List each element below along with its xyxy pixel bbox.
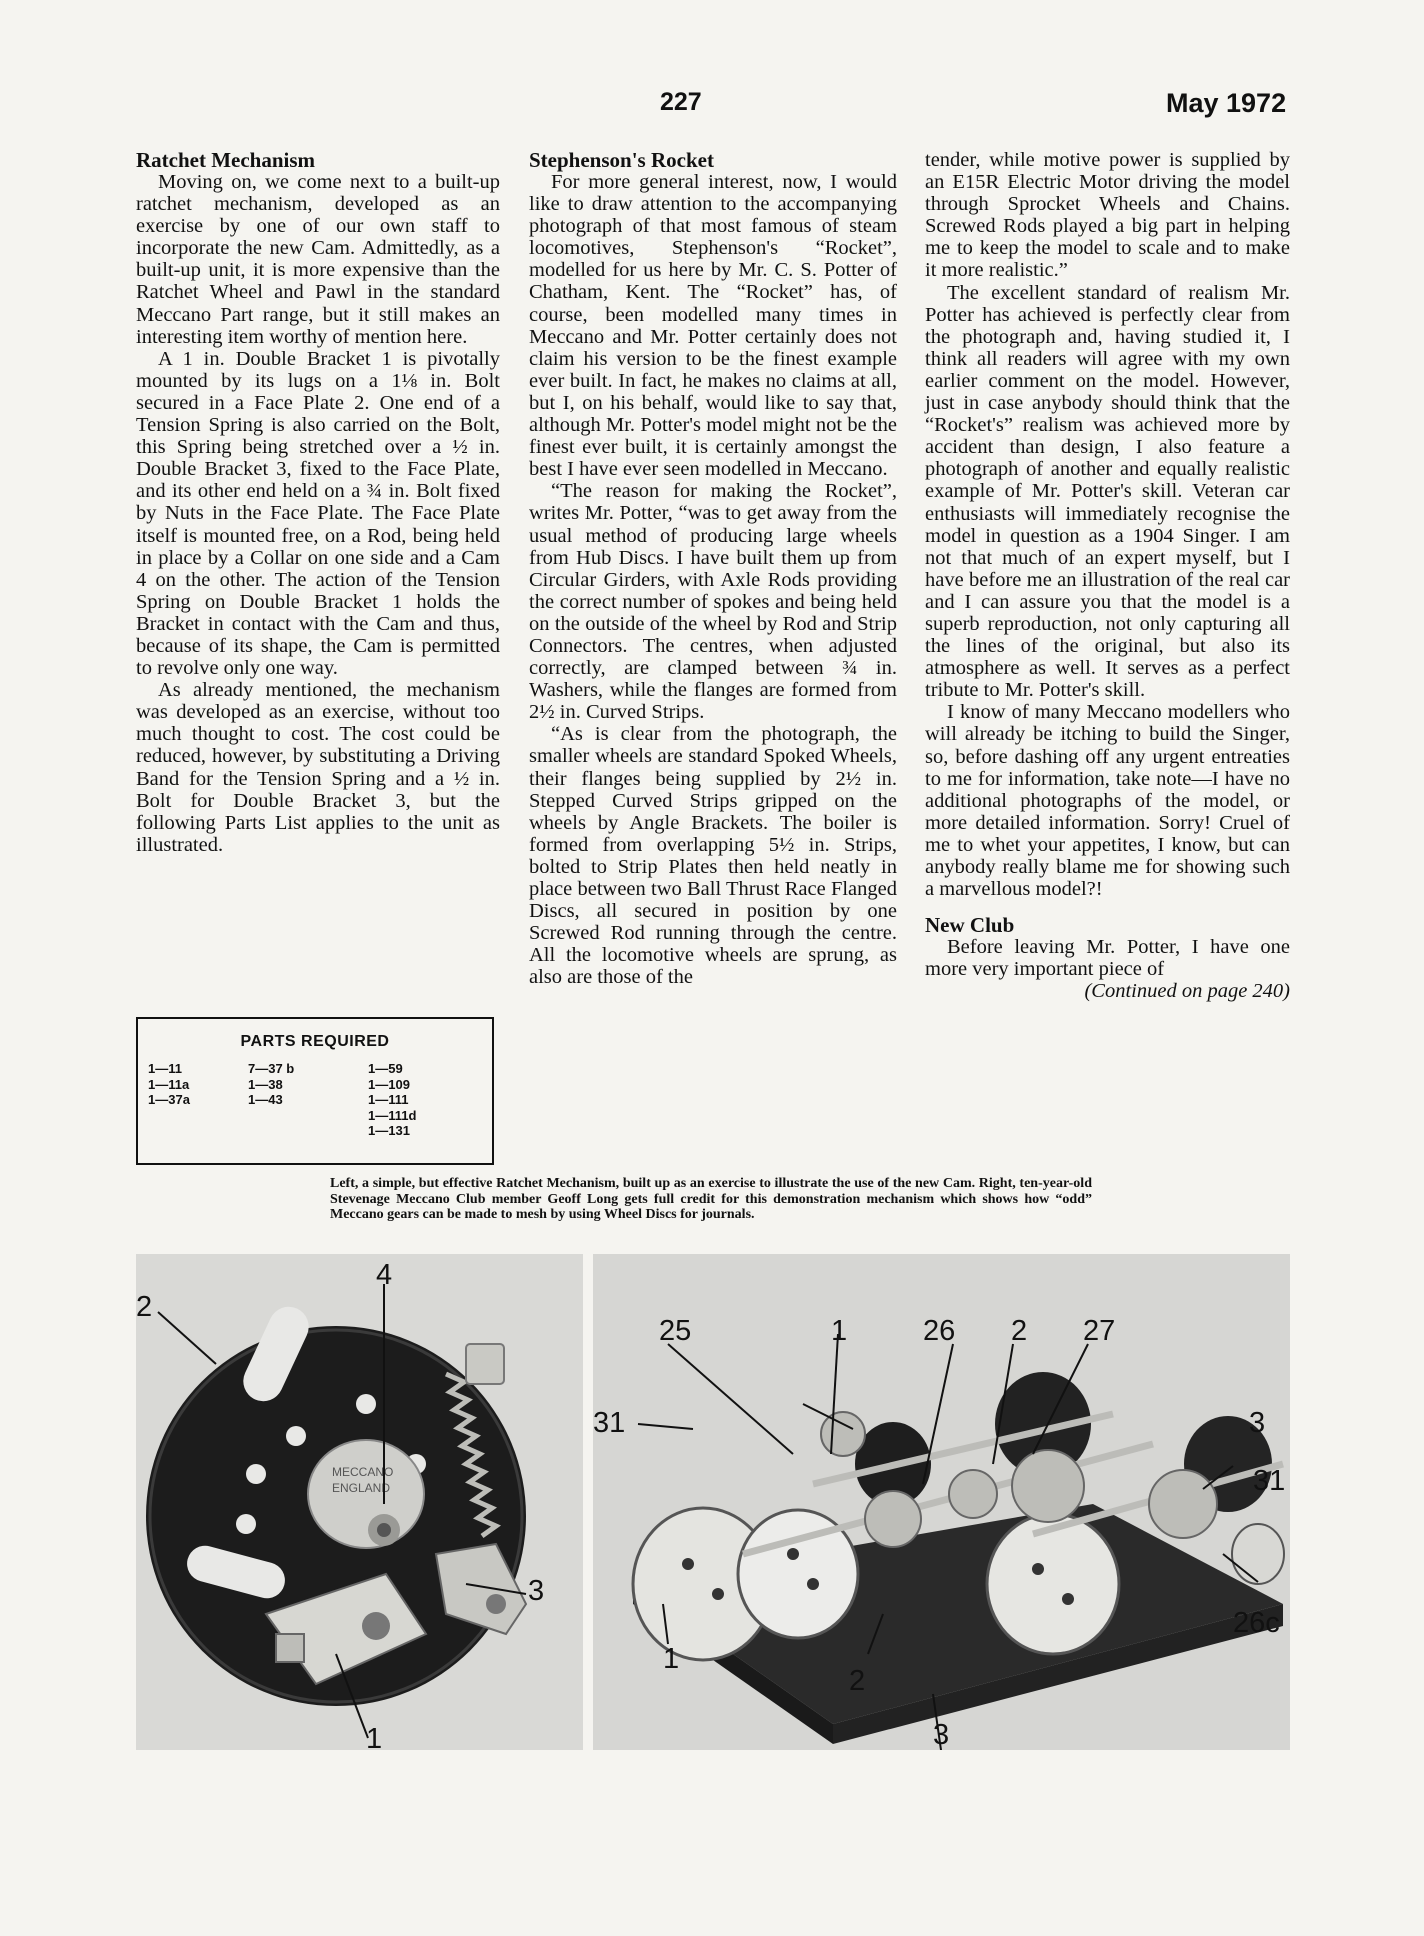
part-item: 1—111d — [368, 1107, 417, 1123]
parts-required-box — [136, 1017, 494, 1165]
heading-ratchet-mechanism: Ratchet Mechanism — [136, 148, 316, 172]
part-item: 1—43 — [248, 1092, 283, 1107]
gear-mechanism-photo — [593, 1254, 1290, 1750]
heading-new-club: New Club — [925, 913, 1015, 938]
part-item: 1—37a — [148, 1092, 190, 1107]
label-4: 4 — [376, 1259, 393, 1291]
paragraph: “The reason for making the Rocket”, writes Mr. Potter, “was to get away from the usual method of producing large wheels from Hub Discs. I have built them up from Circular Girders, with Axle Rods providing the correct number of spokes and being held on the outside of the wheel by Rod and Strip Connectors. The centres, when adjusted correctly, are clamped between ¾ in. Washers, while the flanges are formed from 2½ in. Curved Strips. — [529, 480, 897, 724]
column-stephensons-rocket — [529, 149, 897, 988]
paragraph: A 1 in. Double Bracket 1 is pivotally mounted by its lugs on a 1⅛ in. Bolt secured in a Face Plate 2. One end of a Tension Spring is also carried on the Bolt, this Spring being stretched over a ½ in. Double Bracket 3, fixed to the Face Plate, and its other end held on a ¾ in. Bolt fixed by Nuts in the Face Plate. The Face Plate itself is mounted free, on a Rod, being held in place by a Collar on one side and a Cam 4 on the other. The action of the Tension Spring on Double Bracket 1 holds the Bracket in contact with the Cam and thus, because of its shape, the Cam is permitted to revolve only one way. — [136, 347, 500, 680]
label-25: 25 — [659, 1315, 692, 1347]
label-31: 31 — [593, 1407, 626, 1439]
label-1: 1 — [663, 1643, 680, 1675]
photo-caption: Left, a simple, but effective Ratchet Mechanism, built up as an exercise to illustrate the use of the new Cam. Right, ten-year-old Stevenage Meccano Club member Geoff Long gets full credit for this demonstration mechanism which shows how “odd” Meccano gears can be made to mesh by using Wheel Discs for journals. — [330, 1176, 1092, 1222]
ratchet-mechanism-photo — [136, 1254, 583, 1750]
paragraph: tender, while motive power is supplied by an E15R Electric Motor driving the model through Sprocket Wheels and Chains. Screwed Rods played a big part in helping me to keep the model to scale and to make it more realistic.” — [925, 149, 1290, 282]
heading-stephensons-rocket: Stephenson's Rocket — [529, 148, 714, 172]
label-2: 2 — [136, 1291, 153, 1323]
label-27: 27 — [1083, 1315, 1116, 1347]
paragraph: The excellent standard of realism Mr. Potter has achieved is perfectly clear from the photograph and, having studied it, I think all readers will agree with my own earlier comment on the model. However, just in case anybody should think that the “Rocket's” realism was achieved more by accident than design, I also feature a photograph of another and equally realistic example of Mr. Potter's skill. Veteran car enthusiasts will immediately recognise the model in question as a 1904 Singer. I am not that much of an expert myself, but I have before me an illustration of the real car and I can assure you that the model is a superb reproduction, not only capturing all the lines of the original, but also its atmosphere as well. It serves as a perfect tribute to Mr. Potter's skill. — [925, 281, 1290, 702]
part-item: 1—131 — [368, 1123, 410, 1138]
issue-date: May 1972 — [1166, 88, 1287, 118]
label-31: 31 — [1253, 1465, 1286, 1497]
column-continued — [925, 149, 1290, 1002]
parts-column — [368, 1061, 416, 1139]
label-26c: 26c — [1233, 1607, 1280, 1639]
column-ratchet-mechanism — [136, 149, 500, 856]
cam-stamp: MECCANO — [332, 1465, 394, 1479]
part-item: 1—59 — [368, 1061, 403, 1076]
label-26: 26 — [923, 1315, 956, 1347]
part-item: 1—11a — [148, 1076, 190, 1092]
page-number: 227 — [660, 88, 702, 116]
paragraph: “As is clear from the photograph, the smaller wheels are standard Spoked Wheels, their flanges being supplied by 2½ in. Stepped Curved Strips gripped on the wheels by Angle Brackets. The boiler is formed from overlapping 5½ in. Strips, bolted to Strip Plates then held neatly in place between two Ball Thrust Race Flanged Discs, all secured in position by one Screwed Rod running through the centre. All the locomotive wheels are sprung, as also are those of the — [529, 723, 897, 989]
part-item: 1—111 — [368, 1092, 409, 1107]
part-item: 1—38 — [248, 1076, 283, 1092]
parts-column — [248, 1061, 294, 1108]
parts-column — [148, 1061, 190, 1108]
paragraph: Before leaving Mr. Potter, I have one more very important piece of — [925, 936, 1290, 981]
continued-link[interactable]: (Continued on page 240) — [1084, 980, 1290, 1003]
parts-title: PARTS REQUIRED — [240, 1033, 390, 1050]
paragraph: As already mentioned, the mechanism was developed as an exercise, without too much thought to cost. The cost could be reduced, however, by substituting a Driving Band for the Tension Spring and a ½ in. Bolt for Double Bracket 3, but the following Parts List applies to the unit as illustrated. — [136, 679, 500, 856]
label-3: 3 — [1249, 1407, 1266, 1439]
paragraph: I know of many Meccano modellers who will already be itching to build the Singer, so, before dashing off any urgent entreaties to me for information, take note—I have no additional photographs of the model, or more detailed information. Sorry! Cruel of me to whet your appetites, I know, but can anybody really blame me for showing such a marvellous model?! — [925, 701, 1290, 901]
paragraph: Moving on, we come next to a built-up ratchet mechanism, developed as an exercise by one of our own staff to incorporate the new Cam. Admittedly, as a built-up unit, it is more expensive than the Ratchet Wheel and Pawl in the standard Meccano Part range, but it still makes an interesting item worthy of mention here. — [136, 171, 500, 348]
label-2: 2 — [849, 1665, 866, 1697]
part-item: 1—11 — [148, 1061, 182, 1076]
label-3: 3 — [528, 1575, 545, 1607]
label-1: 1 — [831, 1315, 848, 1347]
cam-stamp: ENGLAND — [332, 1481, 391, 1495]
paragraph: For more general interest, now, I would like to draw attention to the accompanying photograph of that most famous of steam locomotives, Stephenson's “Rocket”, modelled for us here by Mr. C. S. Potter of Chatham, Kent. The “Rocket” has, of course, been modelled many times in Meccano and Mr. Potter certainly does not claim his version to be the finest example ever built. In fact, he makes no claims at all, but I, on his behalf, would like to say that, although Mr. Potter's model might not be the finest ever built, it is certainly amongst the best I have ever seen modelled in Meccano. — [529, 171, 897, 481]
label-1: 1 — [366, 1723, 383, 1750]
label-3: 3 — [933, 1719, 950, 1750]
part-item: 7—37 b — [248, 1061, 295, 1076]
label-2: 2 — [1011, 1315, 1028, 1347]
part-item: 1—109 — [368, 1076, 410, 1092]
